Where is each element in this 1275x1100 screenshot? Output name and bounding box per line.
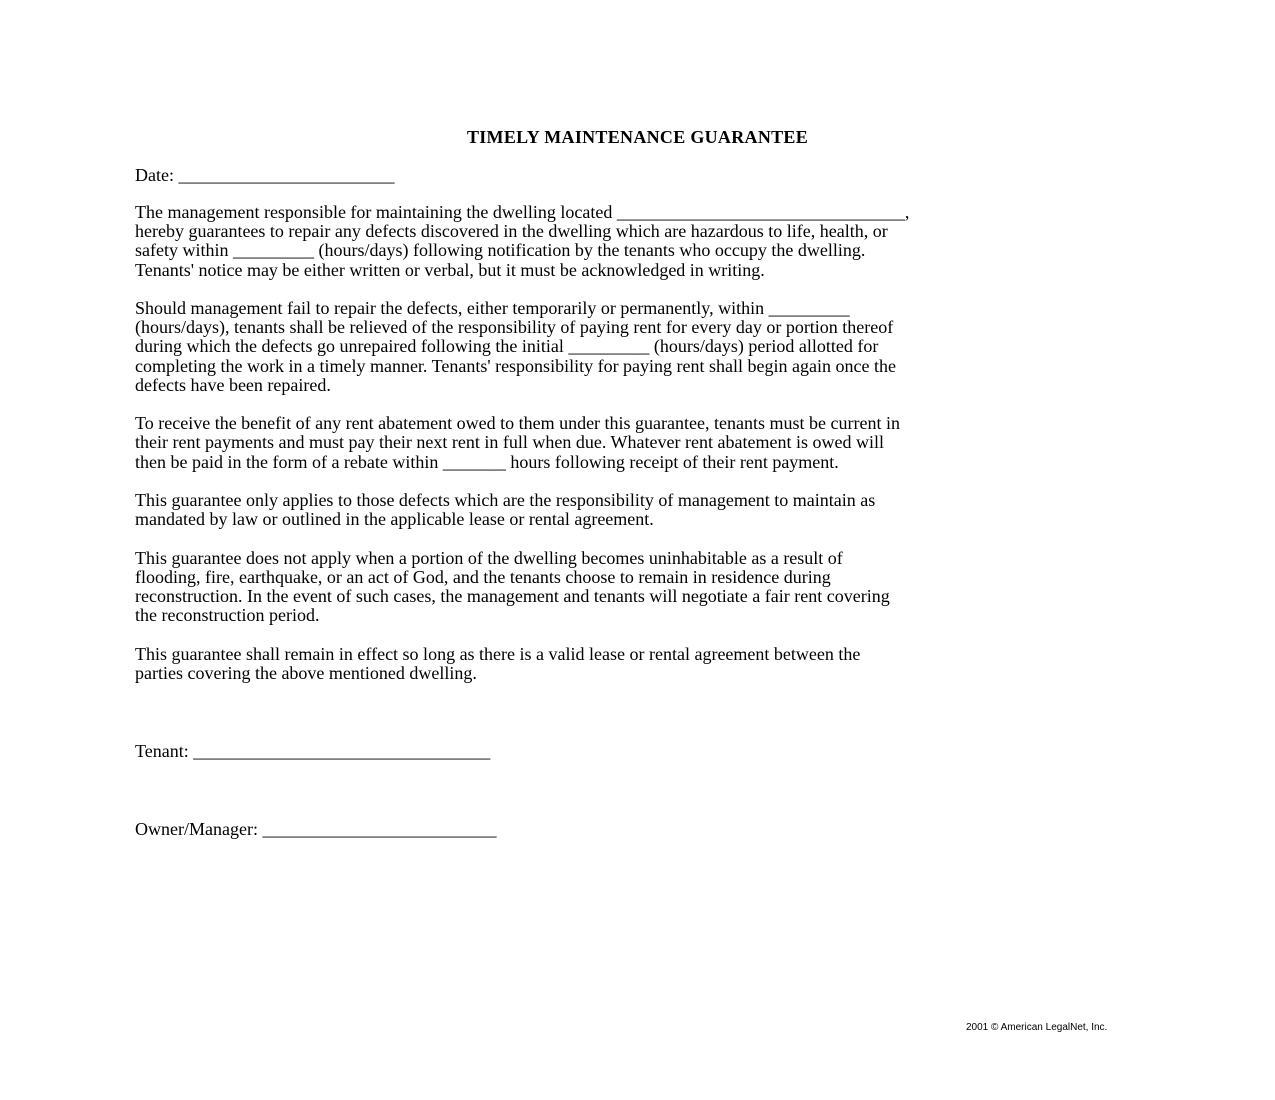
paragraph-2-line-2: (hours/days), tenants shall be relieved of the responsibility of paying rent for every day or portion thereof (135, 317, 894, 337)
paragraph-1-line-3: safety within _________ (hours/days) following notification by the tenants who occupy the dwelling. (135, 240, 866, 260)
paragraph-2-line-1: Should management fail to repair the defects, either temporarily or permanently, within _________ (135, 298, 850, 318)
paragraph-5-line-1: This guarantee does not apply when a portion of the dwelling becomes uninhabitable as a result of (135, 548, 843, 568)
paragraph-5-line-4: the reconstruction period. (135, 605, 320, 625)
paragraph-3-line-3: then be paid in the form of a rebate within _______ hours following receipt of their rent payment. (135, 452, 839, 472)
copyright-footer: 2001 © American LegalNet, Inc. (966, 1022, 1108, 1033)
paragraph-3-line-2: their rent payments and must pay their next rent in full when due. Whatever rent abatement is owed will (135, 432, 884, 452)
date-field-line: Date: ________________________ (135, 165, 395, 185)
paragraph-6-line-2: parties covering the above mentioned dwelling. (135, 663, 477, 683)
paragraph-2-line-5: defects have been repaired. (135, 375, 331, 395)
tenant-signature-line: Tenant: _________________________________ (135, 741, 491, 761)
paragraph-6-line-1: This guarantee shall remain in effect so long as there is a valid lease or rental agreement between the (135, 644, 861, 664)
paragraph-1-line-2: hereby guarantees to repair any defects discovered in the dwelling which are hazardous to life, health, or (135, 221, 888, 241)
paragraph-4-line-1: This guarantee only applies to those defects which are the responsibility of management to maintain as (135, 490, 876, 510)
paragraph-1-line-1: The management responsible for maintaining the dwelling located ________________________________, (135, 202, 910, 222)
paragraph-3-line-1: To receive the benefit of any rent abatement owed to them under this guarantee, tenants must be current in (135, 413, 900, 433)
paragraph-2-line-3: during which the defects go unrepaired following the initial _________ (hours/days) period allotted for (135, 336, 879, 356)
paragraph-4-line-2: mandated by law or outlined in the applicable lease or rental agreement. (135, 509, 654, 529)
document-title: TIMELY MAINTENANCE GUARANTEE (466, 127, 809, 147)
paragraph-1-line-4: Tenants' notice may be either written or verbal, but it must be acknowledged in writing. (135, 260, 765, 280)
paragraph-5-line-2: flooding, fire, earthquake, or an act of God, and the tenants choose to remain in residence during (135, 567, 831, 587)
owner-manager-signature-line: Owner/Manager: __________________________ (135, 819, 497, 839)
paragraph-2-line-4: completing the work in a timely manner. Tenants' responsibility for paying rent shall begin again once the (135, 356, 896, 376)
paragraph-5-line-3: reconstruction. In the event of such cases, the management and tenants will negotiate a fair rent covering (135, 586, 890, 606)
